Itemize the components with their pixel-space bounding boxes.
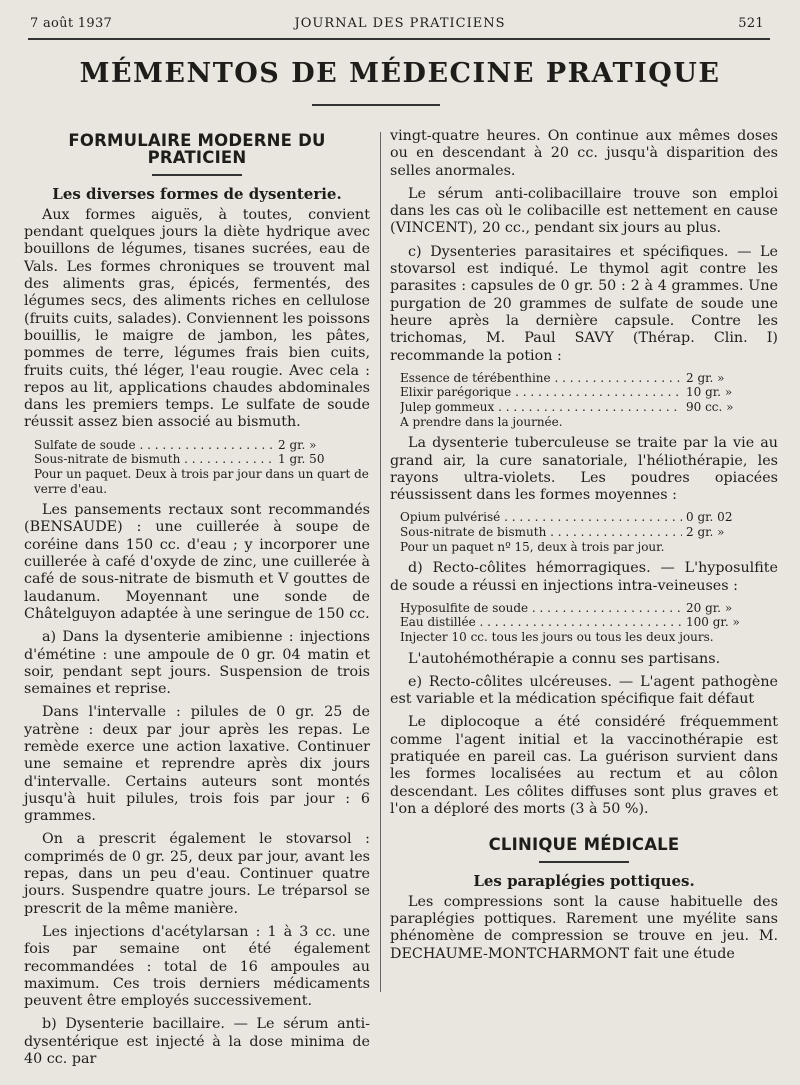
ingredient-qty: 10 gr. »: [686, 385, 733, 400]
prescription-line: [400, 385, 778, 400]
paragraph: b) Dysenterie bacillaire. — Le sérum anti-dysentérique est injecté à la dose minima de 40 cc. par: [24, 1016, 370, 1068]
prescription-line: [400, 525, 778, 540]
ingredient-qty: 20 gr. »: [686, 600, 733, 615]
prescription-note: Injecter 10 cc. tous les jours ou tous les deux jours.: [400, 629, 714, 644]
ingredient-name: Sulfate de soude . . .: [34, 438, 274, 453]
prescription-4: [400, 601, 778, 645]
prescription-line: [400, 400, 778, 415]
ingredient-qty: 2 gr. »: [278, 437, 317, 452]
section-title-clinique: CLINIQUE MÉDICALE: [488, 835, 680, 855]
paragraph: Les pansements rectaux sont recommandés (BENSAUDE) : une cuillerée à soupe de coréine dans 150 cc. d'eau ; y incorporer une cuillerée à café d'oxyde de zinc, une cuillerée à café de sous-nitrate de bismuth et V gouttes de laudanum. Moyennant une sonde de Châtelguyon adaptée à une seringue de 150 cc.: [24, 502, 370, 622]
prescription-line: [400, 615, 778, 630]
prescription-line: [400, 510, 778, 525]
prescription-line: [400, 601, 778, 616]
paragraph: Le sérum anti-colibacillaire trouve son emploi dans les cas où le colibacille est nettement en cause (VINCENT), 20 cc., pendant six jours au plus.: [390, 185, 778, 237]
ingredient-name: Elixir parégorique . . .: [400, 385, 682, 400]
prescription-line: [34, 438, 370, 453]
ingredient-name: Julep gommeux . . .: [400, 400, 682, 415]
prescription-1: [34, 438, 370, 496]
section-rule: [152, 174, 242, 176]
prescription-note: Pour un paquet. Deux à trois par jour dans un quart de verre d'eau.: [34, 466, 369, 496]
ingredient-qty: 2 gr. »: [686, 370, 725, 385]
paragraph: L'autohémothérapie a connu ses partisans.: [408, 650, 721, 667]
left-column: [24, 128, 370, 1074]
header-journal-name: JOURNAL DES PRATICIENS: [294, 16, 506, 31]
ingredient-qty: 90 cc. »: [686, 400, 734, 415]
prescription-2: [400, 371, 778, 429]
paragraph: La dysenterie tuberculeuse se traite par la vie au grand air, la cure sanatoriale, l'héliothérapie, les rayons ultra-violets. Les poudres opiacées réussissent dans les formes moyennes :: [390, 435, 778, 504]
header-date: 7 août 1937: [30, 16, 113, 31]
header-page-number: 521: [738, 16, 764, 31]
main-title: MÉMENTOS DE MÉDECINE PRATIQUE: [79, 58, 721, 89]
ingredient-qty: 1 gr. 50: [278, 452, 325, 467]
ingredient-name: Sous-nitrate de bismuth . . .: [34, 452, 274, 467]
paragraph: Aux formes aiguës, à toutes, convient pendant quelques jours la diète hydrique avec bouillons de légumes, tisanes sucrées, eau de Vals. Les formes chroniques se trouvent mal des aliments gras, épicés, fermentés, des légumes secs, des aliments riches en cellulose (fruits cuits, salades). Conviennent les poissons bouillis, le maigre de jambon, les pâtes, pommes de terre, légumes frais bien cuits, fruits cuits, thé léger, l'eau rougie. Avec cela : repos au lit, applications chaudes abdominales dans les premiers temps. Le sulfate de soude réussit assez bien associé au bismuth.: [24, 206, 370, 431]
ingredient-qty: 0 gr. 02: [686, 510, 733, 525]
spacer: [390, 824, 778, 832]
prescription-line: [34, 452, 370, 467]
ingredient-qty: 2 gr. »: [686, 525, 725, 540]
ingredient-name: Hyposulfite de soude . . .: [400, 601, 682, 616]
prescription-note: Pour un paquet nº 15, deux à trois par jour.: [400, 539, 665, 554]
ingredient-name: Essence de térébenthine . . .: [400, 371, 682, 386]
paragraph: a) Dans la dysenterie amibienne : injections d'émétine : une ampoule de 0 gr. 04 matin et soir, pendant sept jours. Suspension de trois semaines et reprise.: [24, 629, 370, 698]
title-rule: [312, 104, 440, 106]
ingredient-qty: 100 gr. »: [686, 615, 740, 630]
section-rule: [539, 861, 629, 863]
prescription-note: A prendre dans la journée.: [400, 414, 563, 429]
paragraph: Les injections d'acétylarsan : 1 à 3 cc. une fois par semaine ont été également recommandées : total de 16 ampoules au maximum. Ces trois derniers médicaments peuvent être employés successivement.: [24, 923, 370, 1010]
paragraph: e) Recto-côlites ulcéreuses. — L'agent pathogène est variable et la médication spécifique fait défaut: [390, 673, 778, 708]
ingredient-name: Sous-nitrate de bismuth . . .: [400, 525, 682, 540]
column-divider: [380, 132, 381, 992]
paragraph: On a prescrit également le stovarsol : comprimés de 0 gr. 25, deux par jour, avant les repas, dans un peu d'eau. Continuer quatre jours. Suspendre quatre jours. Le tréparsol se prescrit de la même manière.: [24, 831, 370, 917]
paragraph: d) Recto-côlites hémorragiques. — L'hyposulfite de soude a réussi en injections intra-veineuses :: [390, 560, 778, 594]
paragraph: Le diplocoque a été considéré fréquemment comme l'agent initial et la vaccinothérapie est pratiquée en pareil cas. La guérison survient dans les formes localisées au rectum et au côlon descendant. Les côlites diffuses sont plus graves et l'on a déploré des morts (3 à 50 %).: [390, 714, 778, 817]
subtitle-paraplegies: Les paraplégies pottiques.: [473, 871, 695, 890]
prescription-line: [400, 371, 778, 386]
paragraph: Les compressions sont la cause habituelle des paraplégies pottiques. Rarement une myélite sans phénomène de compression se trouve en jeu. M. DECHAUME-MONTCHARMONT fait une étude: [390, 893, 778, 962]
paragraph: vingt-quatre heures. On continue aux mêmes doses ou en descendant à 20 cc. jusqu'à disparition des selles anormales.: [390, 128, 778, 179]
section-title-formulaire: FORMULAIRE MODERNE DU PRATICIEN: [68, 131, 326, 168]
paragraph: Dans l'intervalle : pilules de 0 gr. 25 de yatrène : deux par jour après les repas. Le remède exerce une action laxative. Continuer une semaine et reprendre après dix jours d'intervalle. Certains auteurs sont montés jusqu'à huit pilules, trois fois par jour : 6 grammes.: [24, 704, 370, 825]
paragraph: c) Dysenteries parasitaires et spécifiques. — Le stovarsol est indiqué. Le thymol agit contre les parasites : capsules de 0 gr. 50 : 2 à 4 grammes. Une purgation de 20 grammes de sulfate de soude une heure après la dernière capsule. Contre les trichomas, M. Paul SAVY (Thérap. Clin. I) recommande la potion :: [390, 243, 778, 364]
ingredient-name: Opium pulvérisé . . .: [400, 510, 682, 525]
subtitle-dysenterie: Les diverses formes de dysenterie.: [52, 184, 342, 203]
prescription-3: [400, 510, 778, 554]
ingredient-name: Eau distillée . . .: [400, 615, 682, 630]
header-rule: [28, 38, 770, 40]
right-column: [390, 128, 778, 969]
